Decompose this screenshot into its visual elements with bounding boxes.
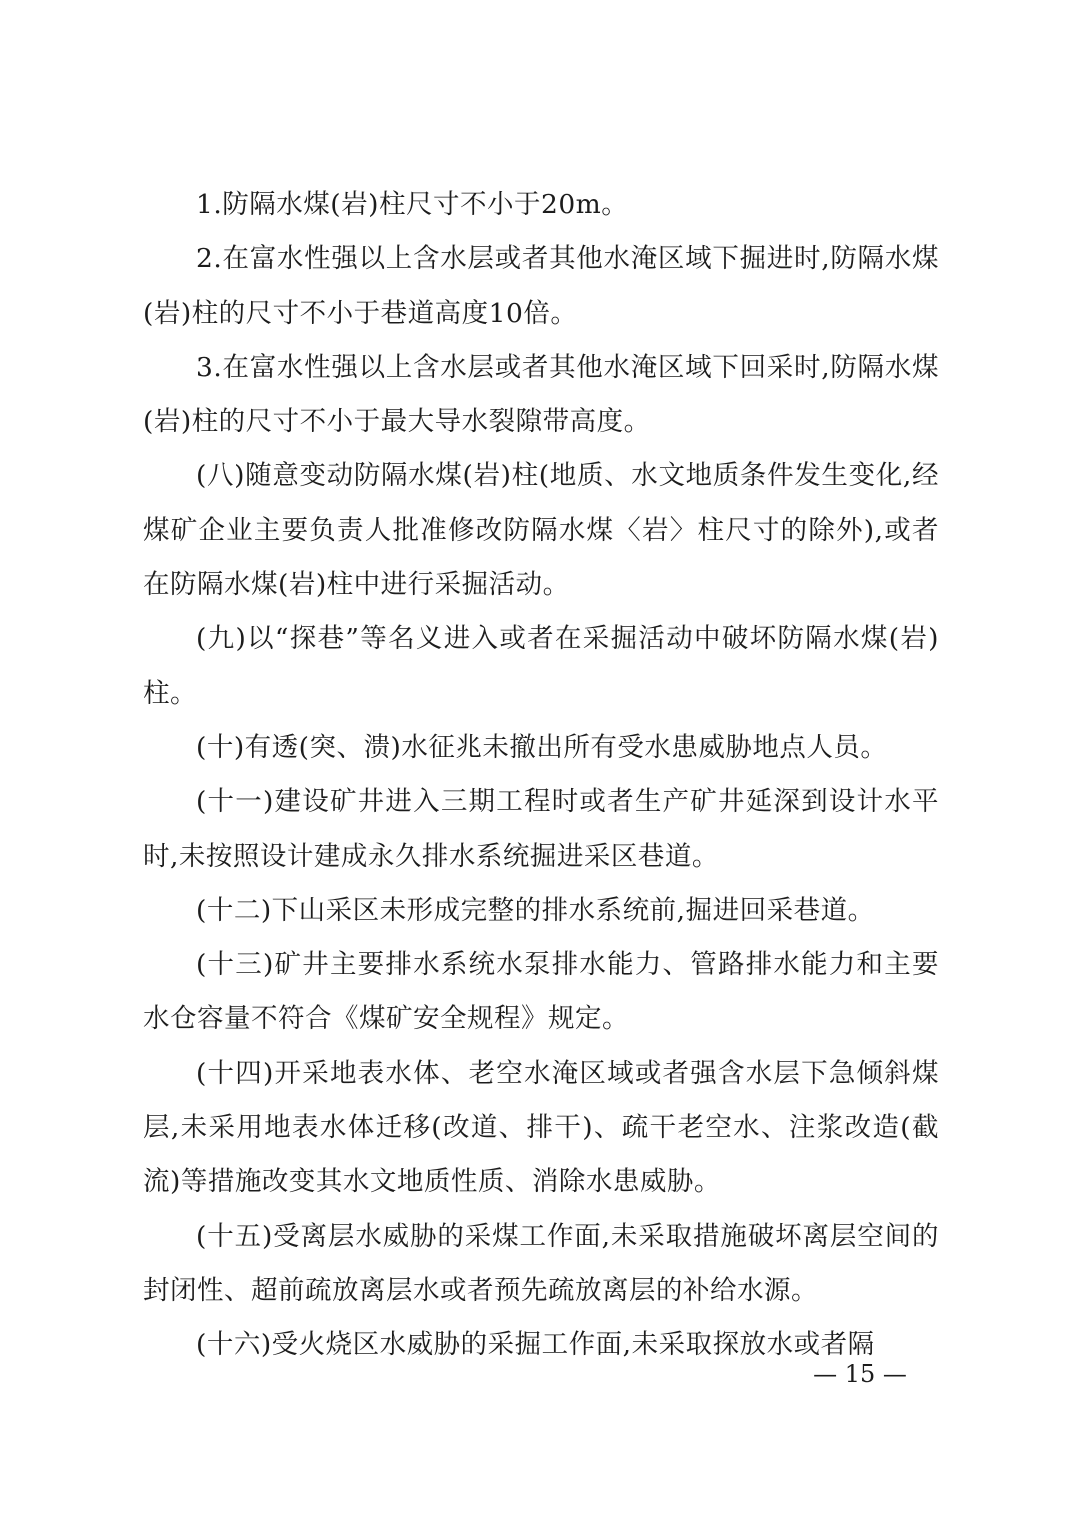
paragraph-clause-11: (十一)建设矿井进入三期工程时或者生产矿井延深到设计水平时,未按照设计建成永久排水系统掘进采区巷道。 [143,786,939,872]
paragraph-clause-13: (十三)矿井主要排水系统水泵排水能力、管路排水能力和主要水仓容量不符合《煤矿安全规程》规定。 [143,949,939,1035]
paragraph-clause-15: (十五)受离层水威胁的采煤工作面,未采取措施破坏离层空间的封闭性、超前疏放离层水或者预先疏放离层的补给水源。 [143,1220,939,1306]
paragraph-clause-10: (十)有透(突、溃)水征兆未撤出所有受水患威胁地点人员。 [196,731,888,763]
paragraph-clause-16: (十六)受火烧区水威胁的采掘工作面,未采取探放水或者隔 [196,1329,875,1361]
page-number: — 15 — [813,1360,907,1388]
paragraph-item-1: 1.防隔水煤(岩)柱尺寸不小于20m。 [196,189,629,220]
paragraph-item-3: 3.在富水性强以上含水层或者其他水淹区域下回采时,防隔水煤(岩)柱的尺寸不小于最大导水裂隙带高度。 [143,351,939,438]
paragraph-item-2: 2.在富水性强以上含水层或者其他水淹区域下掘进时,防隔水煤(岩)柱的尺寸不小于巷道高度10倍。 [143,243,939,329]
paragraph-clause-8: (八)随意变动防隔水煤(岩)柱(地质、水文地质条件发生变化,经煤矿企业主要负责人批准修改防隔水煤〈岩〉柱尺寸的除外),或者在防隔水煤(岩)柱中进行采掘活动。 [143,460,939,601]
document-body [143,178,939,1373]
paragraph-clause-9: (九)以“探巷”等名义进入或者在采掘活动中破坏防隔水煤(岩)柱。 [143,623,939,709]
paragraph-clause-14: (十四)开采地表水体、老空水淹区域或者强含水层下急倾斜煤层,未采用地表水体迁移(改道、排干)、疏干老空水、注浆改造(截流)等措施改变其水文地质性质、消除水患威胁。 [143,1057,939,1198]
paragraph-clause-12: (十二)下山采区未形成完整的排水系统前,掘进回采巷道。 [196,894,875,926]
